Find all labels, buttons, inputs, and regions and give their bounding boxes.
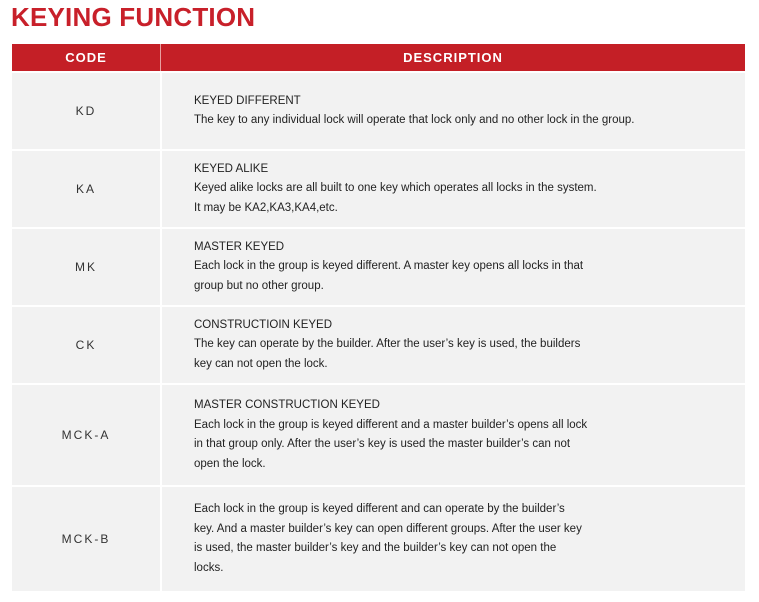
row-text-line: key. And a master builder’s key can open different groups. After the user key <box>194 522 582 535</box>
row-text-line: Each lock in the group is keyed different and a master builder’s opens all lock <box>194 418 588 431</box>
table-row <box>12 383 745 485</box>
row-text-line: key can not open the lock. <box>194 357 328 370</box>
page-title: KEYING FUNCTION <box>11 2 256 32</box>
row-text-line: is used, the master builder’s key and the builder’s key can not open the <box>194 542 557 554</box>
row-text-line: locks. <box>194 561 224 574</box>
row-text-line: in that group only. After the user’s key is used the master builder’s can not <box>194 438 571 450</box>
row-text-line: Each lock in the group is keyed different. A master key opens all locks in that <box>194 260 584 273</box>
row-text-line: The key to any individual lock will operate that lock only and no other lock in the group. <box>194 114 635 126</box>
row-description <box>162 73 745 149</box>
row-code: KD <box>12 73 162 149</box>
row-description <box>162 487 745 591</box>
column-header-code: CODE <box>12 44 161 71</box>
row-code: MK <box>12 229 162 305</box>
row-description <box>162 229 745 305</box>
row-description <box>162 385 745 485</box>
row-description <box>162 307 745 383</box>
table-row <box>12 227 745 305</box>
row-code: MCK-A <box>12 385 162 485</box>
row-heading: MASTER CONSTRUCTION KEYED <box>194 399 380 411</box>
row-text-line: Each lock in the group is keyed different and can operate by the builder’s <box>194 503 565 515</box>
table-row <box>12 305 745 383</box>
row-text-line: It may be KA2,KA3,KA4,etc. <box>194 201 338 214</box>
row-heading: CONSTRUCTIOIN KEYED <box>194 318 333 331</box>
row-heading: KEYED ALIKE <box>194 162 269 175</box>
row-text-line: open the lock. <box>194 457 266 470</box>
keying-function-table <box>12 44 745 591</box>
row-code: KA <box>12 151 162 227</box>
row-text-line: The key can operate by the builder. After the user’s key is used, the builders <box>194 338 581 351</box>
table-row <box>12 71 745 149</box>
table-row <box>12 149 745 227</box>
row-code: CK <box>12 307 162 383</box>
row-description <box>162 151 745 227</box>
row-heading: MASTER KEYED <box>194 240 285 253</box>
table-header <box>12 44 745 71</box>
row-code: MCK-B <box>12 487 162 591</box>
column-header-description: DESCRIPTION <box>403 50 503 65</box>
row-text-line: group but no other group. <box>194 279 324 292</box>
row-heading: KEYED DIFFERENT <box>194 94 301 107</box>
row-text-line: Keyed alike locks are all built to one key which operates all locks in the system. <box>194 182 597 195</box>
table-row <box>12 485 745 591</box>
